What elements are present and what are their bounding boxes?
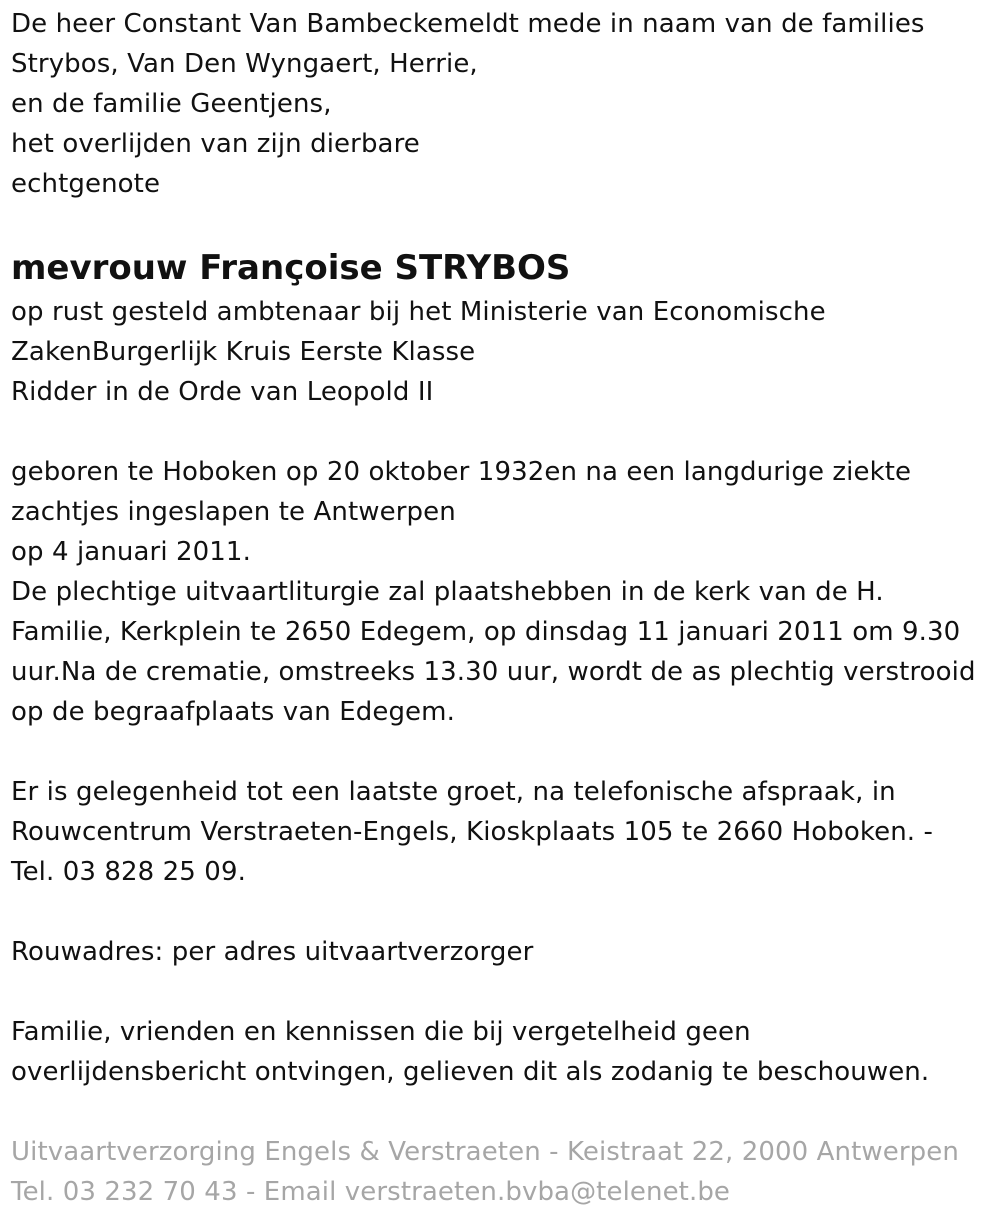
detail-line: op 4 januari 2011. — [11, 537, 251, 567]
spacer — [11, 972, 1000, 1012]
visitation-section — [11, 772, 1000, 892]
spacer — [11, 732, 1000, 772]
title-line: op rust gesteld ambtenaar bij het Ministerie van Economische — [11, 297, 826, 327]
intro-line: De heer Constant Van Bambeckemeldt mede in naam van de families — [11, 9, 925, 39]
visitation-line: Er is gelegenheid tot een laatste groet, na telefonische afspraak, in — [11, 777, 896, 807]
spacer — [11, 1092, 1000, 1132]
title-line: ZakenBurgerlijk Kruis Eerste Klasse — [11, 337, 476, 367]
intro-line: echtgenote — [11, 169, 161, 199]
visitation-line: Rouwcentrum Verstraeten-Engels, Kioskplaats 105 te 2660 Hoboken. - — [11, 817, 933, 847]
detail-line: geboren te Hoboken op 20 oktober 1932en na een langdurige ziekte — [11, 457, 912, 487]
titles-section — [11, 292, 1000, 412]
intro-line: Strybos, Van Den Wyngaert, Herrie, — [11, 49, 478, 79]
title-line: Ridder in de Orde van Leopold II — [11, 377, 434, 407]
funeral-director-footer — [11, 1132, 1000, 1212]
notice-line: overlijdensbericht ontvingen, gelieven dit als zodanig te beschouwen. — [11, 1057, 930, 1087]
notice-section — [11, 1012, 1000, 1092]
spacer — [11, 412, 1000, 452]
deceased-name: mevrouw Françoise STRYBOS — [11, 248, 571, 288]
intro-line: het overlijden van zijn dierbare — [11, 129, 420, 159]
footer-line: Tel. 03 232 70 43 - Email verstraeten.bvba@telenet.be — [11, 1177, 731, 1207]
detail-line: uur.Na de crematie, omstreeks 13.30 uur, wordt de as plechtig verstrooid — [11, 657, 976, 687]
intro-line: en de familie Geentjens, — [11, 89, 332, 119]
intro-section — [11, 4, 1000, 204]
notice-line: Familie, vrienden en kennissen die bij vergetelheid geen — [11, 1017, 751, 1047]
detail-line: zachtjes ingeslapen te Antwerpen — [11, 497, 456, 527]
footer-line: Uitvaartverzorging Engels & Verstraeten - Keistraat 22, 2000 Antwerpen — [11, 1137, 959, 1167]
detail-line: De plechtige uitvaartliturgie zal plaatshebben in de kerk van de H. — [11, 577, 884, 607]
spacer — [11, 204, 1000, 242]
details-section — [11, 452, 1000, 732]
mourning-address: Rouwadres: per adres uitvaartverzorger — [11, 937, 534, 967]
visitation-line: Tel. 03 828 25 09. — [11, 857, 246, 887]
detail-line: op de begraafplaats van Edegem. — [11, 697, 455, 727]
detail-line: Familie, Kerkplein te 2650 Edegem, op dinsdag 11 januari 2011 om 9.30 — [11, 617, 961, 647]
spacer — [11, 892, 1000, 932]
